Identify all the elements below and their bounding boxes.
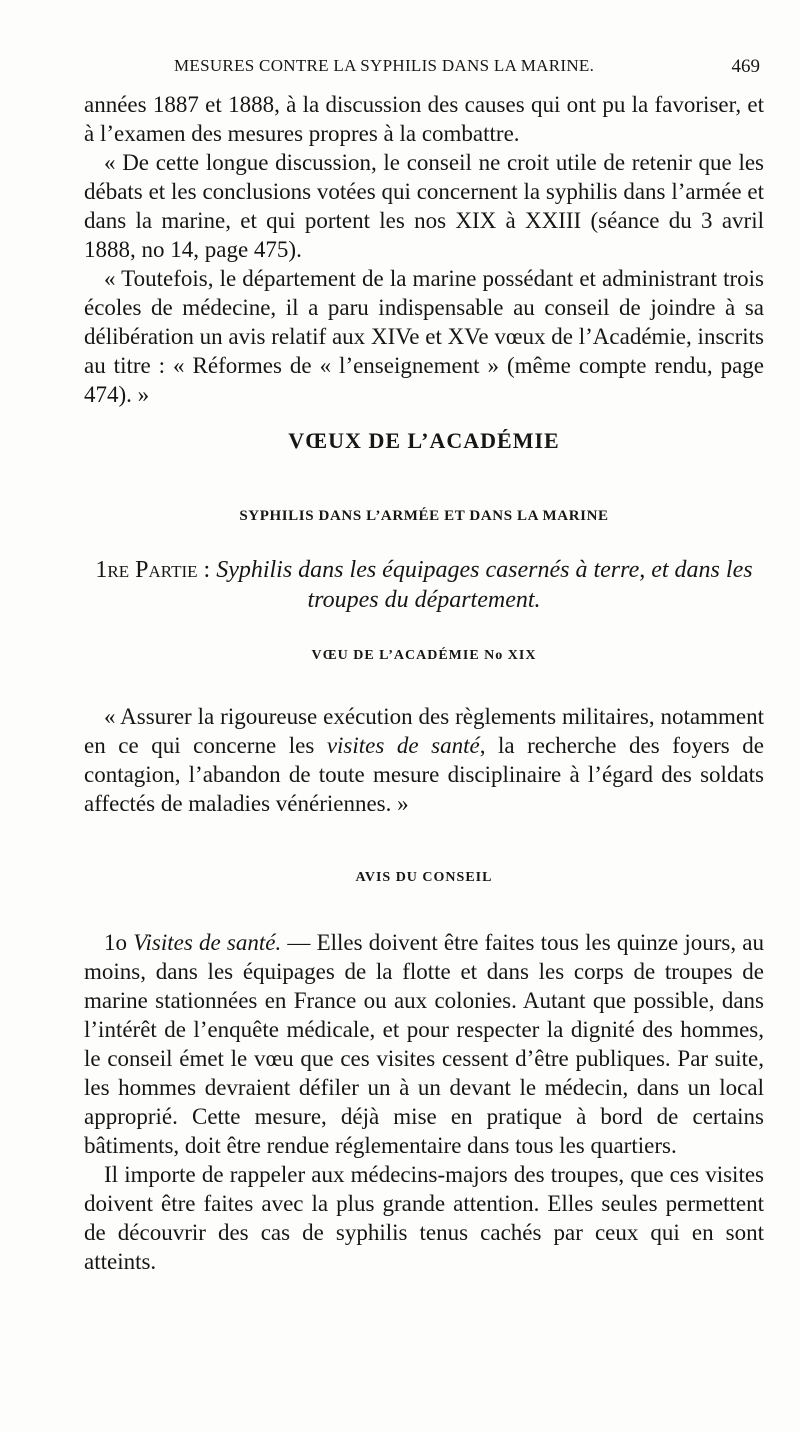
section-heading-syphilis: SYPHILIS DANS L’ARMÉE ET DANS LA MARINE xyxy=(239,508,609,524)
intro-text xyxy=(84,90,764,409)
intro-paragraph-1: années 1887 et 1888, à la discussion des causes qui ont pu la favoriser, et à l’examen des mesures propres à la combattre. xyxy=(84,92,764,146)
avis-paragraph-2: Il importe de rappeler aux médecins-majors des troupes, que ces visites doivent être faites avec la plus grande attention. Elles seules permettent de découvrir des cas de syphilis tenus cachés par ceux qui en sont atteints. xyxy=(84,1162,764,1274)
voeu-text-emphasis: visites de santé xyxy=(326,733,480,758)
part-heading xyxy=(84,555,764,615)
voeu-text-end: , la recherche des foyers de contagion, l’abandon de toute mesure disciplinaire à l’égard des soldats affectés de maladies vénériennes. » xyxy=(84,733,765,816)
avis-body-1: — Elles doivent être faites tous les quinze jours, au moins, dans les équipages de la flotte et dans les corps de troupes de marine stationnées en France ou aux colonies. Autant que possible, dans l’intérêt de l’enquête médicale, et pour respecter la dignité des hommes, le conseil émet le vœu que ces visites cessent d’être publiques. Par suite, les hommes devraient défiler un à un devant le médecin, dans un local approprié. Cette mesure, déjà mise en pratique à bord de certains bâtiments, doit être rendue réglementaire dans tous les quartiers. xyxy=(84,930,764,1158)
intro-paragraph-3: « Toutefois, le département de la marine possédant et administrant trois écoles de médecine, il a paru indispensable au conseil de joindre à sa délibération un avis relatif aux XIVe et XVe vœux de l’Académie, inscrits au titre : « Réformes de « l’enseignement » (même compte rendu, page 474). » xyxy=(84,266,764,407)
voeu-text xyxy=(84,702,764,818)
page-number: 469 xyxy=(731,56,760,77)
part-title: Syphilis dans les équipages casernés à terre, et dans les troupes du département. xyxy=(216,557,753,613)
voeu-text-start: « Assurer la rigoureuse exécution des règlements militaires, notamment en ce qui concerne les xyxy=(84,704,764,758)
intro-paragraph-2: « De cette longue discussion, le conseil ne croit utile de retenir que les débats et les conclusions votées qui concernent la syphilis dans l’armée et dans la marine, et qui portent les nos XIX à XXIII (séance du 3 avril 1888, no 14, page 475). xyxy=(84,150,764,262)
avis-text xyxy=(84,928,764,1276)
voeu-number-heading: VŒU DE L’ACADÉMIE No XIX xyxy=(311,648,537,663)
avis-subject: Visites de santé. xyxy=(133,930,282,955)
avis-paragraph-1 xyxy=(84,928,764,1160)
avis-number: 1o xyxy=(104,930,127,955)
running-head xyxy=(84,56,760,86)
running-title: MESURES CONTRE LA SYPHILIS DANS LA MARINE. xyxy=(174,56,595,75)
section-heading-voeux: VŒUX DE L’ACADÉMIE xyxy=(288,428,560,453)
avis-heading: AVIS DU CONSEIL xyxy=(355,870,493,885)
voeu-paragraph xyxy=(84,702,764,818)
part-label: 1re Partie : xyxy=(95,557,211,583)
